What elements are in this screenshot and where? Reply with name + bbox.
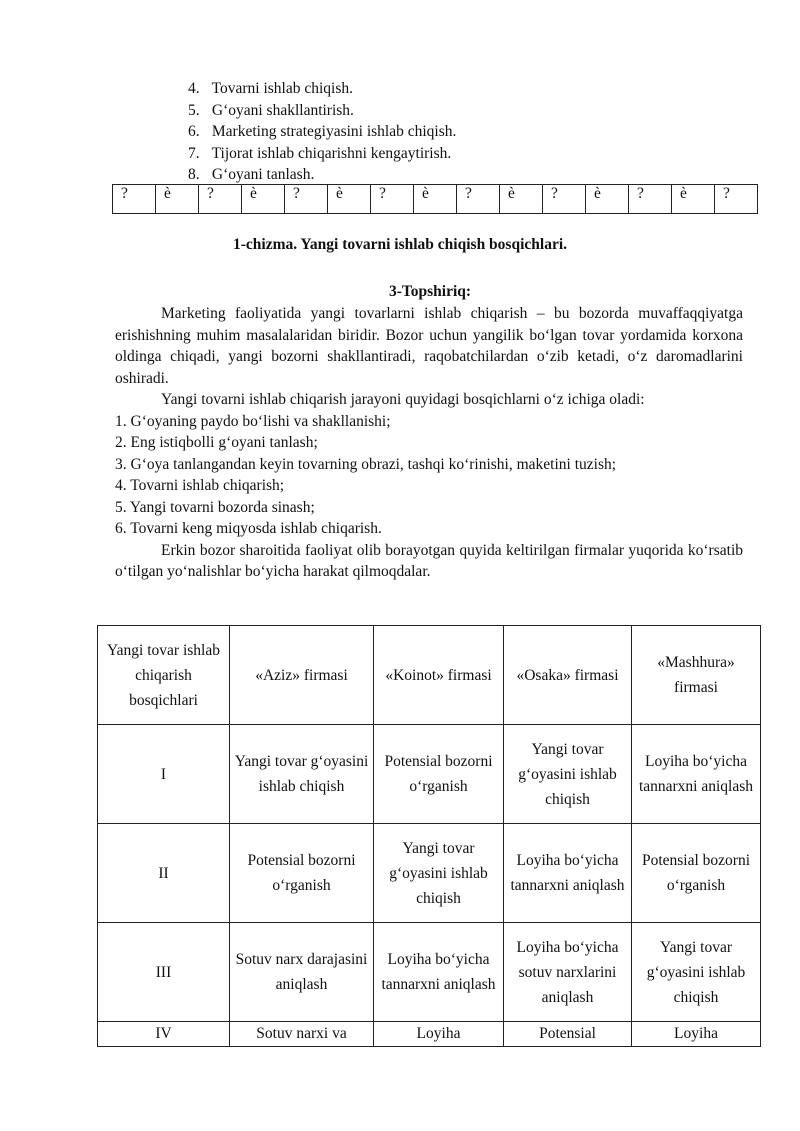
table-row xyxy=(98,824,761,923)
flow-cell: è xyxy=(586,185,629,214)
table-cell: Sotuv narx darajasini aniqlash xyxy=(230,923,374,1022)
step-item: 5. Yangi tovarni bozorda sinash; xyxy=(115,498,315,516)
table-cell: Yangi tovar g‘oyasini ishlab chiqish xyxy=(374,824,504,923)
table-cell: Loyiha xyxy=(632,1022,761,1047)
table-row xyxy=(98,1022,761,1047)
table-cell: Loyiha bo‘yicha tannarxni aniqlash xyxy=(374,923,504,1022)
body-text xyxy=(115,303,743,583)
flow-cell: è xyxy=(242,185,285,214)
table-cell: Loyiha bo‘yicha tannarxni aniqlash xyxy=(632,725,761,824)
table-cell: Sotuv narxi va xyxy=(230,1022,374,1047)
list-item: 6. Marketing strategiyasini ishlab chiqish. xyxy=(188,123,457,140)
table-header-cell: «Osaka» firmasi xyxy=(504,626,632,725)
list-item: 7. Tijorat ishlab chiqarishni kengaytirish. xyxy=(188,144,452,162)
list-item: 8. G‘oyani tanlash. xyxy=(188,166,315,183)
step-item: 3. G‘oya tanlangandan keyin tovarning obrazi, tashqi ko‘rinishi, maketini tuzish; xyxy=(115,455,617,473)
flow-cell: è xyxy=(328,185,371,214)
paragraph: Yangi tovarni ishlab chiqarish jarayoni quyidagi bosqichlarni o‘z ichiga oladi: xyxy=(161,391,645,408)
table-cell: Loyiha bo‘yicha sotuv narxlarini aniqlash xyxy=(504,923,632,1022)
paragraph: Marketing faoliyatida yangi tovarlarni ishlab chiqarish – bu bozorda muvaffaqqiyatga erishishning muhim masalalaridan biridir. Bozor uchun yangilik bo‘lgan tovar yordamida korxona oldinga chiqadi, yangi bozorni shakllantiradi, raqobatchilardan o‘zib ketadi, o‘z daromadlarini oshiradi. xyxy=(115,305,743,387)
flow-cell: ? xyxy=(629,185,672,214)
flow-cell: ? xyxy=(543,185,586,214)
step-item: 1. G‘oyaning paydo bo‘lishi va shakllanishi; xyxy=(115,412,391,430)
numbered-list xyxy=(188,78,456,186)
table-row xyxy=(98,725,761,824)
flow-cell: ? xyxy=(457,185,500,214)
table-cell: IV xyxy=(98,1022,230,1047)
flow-cell: ? xyxy=(113,185,156,214)
table-header-cell: Yangi tovar ishlab chiqarish bosqichlari xyxy=(98,626,230,725)
flow-cell: ? xyxy=(371,185,414,214)
table-cell: Loyiha xyxy=(374,1022,504,1047)
flow-diagram-row xyxy=(112,184,758,214)
table-cell: II xyxy=(98,824,230,923)
table-cell: Yangi tovar g‘oyasini ishlab chiqish xyxy=(504,725,632,824)
table-cell: Yangi tovar g‘oyasini ishlab chiqish xyxy=(632,923,761,1022)
table-cell: Potensial bozorni o‘rganish xyxy=(632,824,761,923)
task-title: 3-Topshiriq: xyxy=(388,283,472,300)
flow-cell: è xyxy=(500,185,543,214)
table-cell: Potensial bozorni o‘rganish xyxy=(374,725,504,824)
step-item: 2. Eng istiqbolli g‘oyani tanlash; xyxy=(115,434,318,451)
list-item: 4. Tovarni ishlab chiqish. xyxy=(188,80,354,97)
table-header-cell: «Mashhura» firmasi xyxy=(632,626,761,725)
list-item: 5. G‘oyani shakllantirish. xyxy=(188,101,354,119)
figure-caption: 1-chizma. Yangi tovarni ishlab chiqish bosqichlari. xyxy=(232,236,568,253)
flow-cell: ? xyxy=(199,185,242,214)
table-header-cell: «Aziz» firmasi xyxy=(230,626,374,725)
flow-cell: ? xyxy=(285,185,328,214)
step-item: 6. Tovarni keng miqyosda ishlab chiqarish. xyxy=(115,520,382,537)
flow-cell: ? xyxy=(715,185,758,214)
table-row xyxy=(98,923,761,1022)
flow-cell: è xyxy=(672,185,715,214)
paragraph: Erkin bozor sharoitida faoliyat olib borayotgan quyida keltirilgan firmalar yuqorida ko‘rsatib o‘tilgan yo‘nalishlar bo‘yicha harakat qilmoqdalar. xyxy=(115,541,743,580)
table-cell: Yangi tovar g‘oyasini ishlab chiqish xyxy=(230,725,374,824)
table-cell: Potensial xyxy=(504,1022,632,1047)
table-header-cell: «Koinot» firmasi xyxy=(374,626,504,725)
table-cell: III xyxy=(98,923,230,1022)
flow-cell: è xyxy=(156,185,199,214)
table-cell: I xyxy=(98,725,230,824)
table-cell: Potensial bozorni o‘rganish xyxy=(230,824,374,923)
table-cell: Loyiha bo‘yicha tannarxni aniqlash xyxy=(504,824,632,923)
firms-table xyxy=(97,625,761,1047)
table-header-row xyxy=(98,626,761,725)
flow-cell: è xyxy=(414,185,457,214)
step-item: 4. Tovarni ishlab chiqarish; xyxy=(115,477,285,494)
